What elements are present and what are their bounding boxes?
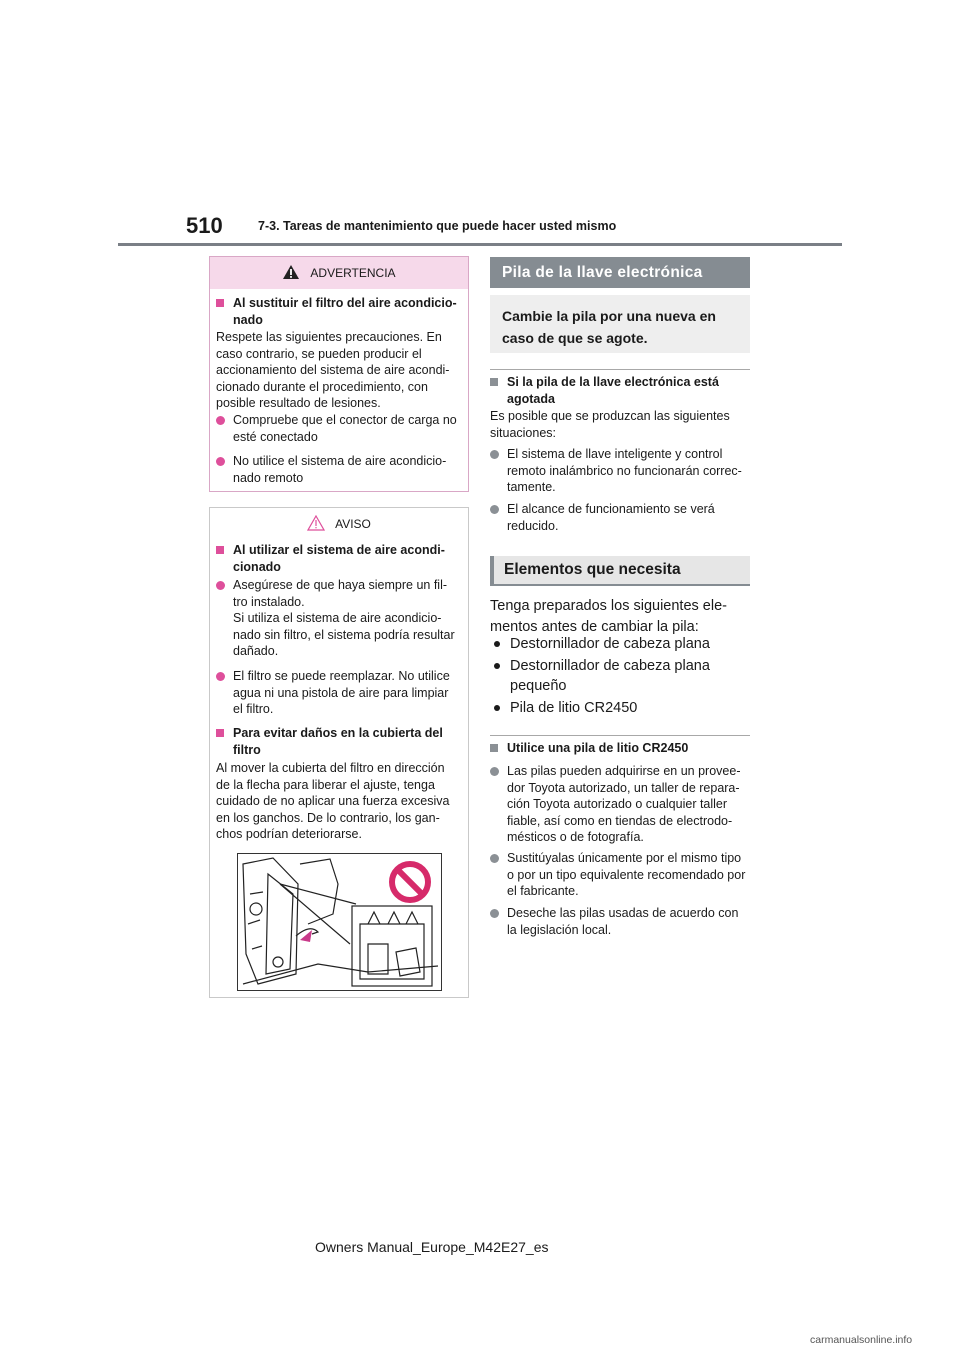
items-needed-header: Elementos que necesita xyxy=(490,556,750,586)
warning-box xyxy=(209,256,469,492)
divider xyxy=(490,369,750,370)
battery-type-item: Deseche las pilas usadas de acuerdo con la legislación local. xyxy=(490,905,752,938)
caution-triangle-icon xyxy=(307,515,325,534)
battery-type-heading: Utilice una pila de litio CR2450 xyxy=(490,740,752,757)
notice-body: Al mover la cubierta del filtro en dirección de la flecha para liberar el ajuste, tenga cuidado de no aplicar una fuerza excesiva en los ganchos. De lo contrario, los gan- chos podrían deteriorarse. xyxy=(216,761,450,841)
needed-item: Destornillador de cabeza plana pequeño xyxy=(493,656,765,696)
watermark: carmanualsonline.info xyxy=(810,1334,913,1346)
section-title: 7-3. Tareas de mantenimiento que puede hacer usted mismo xyxy=(258,219,617,233)
filter-cover-illustration xyxy=(237,853,442,991)
section-tab-battery: Pila de la llave electrónica xyxy=(490,257,750,288)
needed-item: Pila de litio CR2450 xyxy=(493,698,765,718)
divider xyxy=(490,735,750,736)
battery-low-intro: Es posible que se produzcan las siguientes situaciones: xyxy=(490,409,730,440)
warning-item: No utilice el sistema de aire acondicio- nado remoto xyxy=(216,453,466,486)
battery-low-item: El sistema de llave inteligente y control remoto inalámbrico no funcionarán correc- tamente. xyxy=(490,446,752,496)
notice-heading-1: Al utilizar el sistema de aire acondi- cionado xyxy=(216,542,466,575)
battery-low-heading: Si la pila de la llave electrónica está agotada xyxy=(490,374,752,407)
notice-item: El filtro se puede reemplazar. No utilice agua ni una pistola de aire para limpiar el filtro. xyxy=(216,668,466,718)
warning-title: ADVERTENCIA xyxy=(310,266,396,280)
header-rule xyxy=(118,243,842,246)
items-needed-intro: Tenga preparados los siguientes ele- mentos antes de cambiar la pila: xyxy=(490,598,727,635)
footer-manual-id: Owners Manual_Europe_M42E27_es xyxy=(315,1239,549,1255)
warning-intro: Respete las siguientes precauciones. En caso contrario, se pueden producir el accionamiento del sistema de aire acondi- cionado durante el procedimiento, con posible resultado de lesiones. xyxy=(216,330,450,410)
notice-header xyxy=(210,508,468,540)
battery-type-item: Sustitúyalas únicamente por el mismo tipo o por un tipo equivalente recomendado por el fabricante. xyxy=(490,850,752,900)
warning-header xyxy=(210,257,468,289)
notice-item: Asegúrese de que haya siempre un fil- tro instalado. Si utiliza el sistema de aire acondicio- nado sin filtro, el sistema podría resultar dañado. xyxy=(216,577,466,660)
page-number: 510 xyxy=(186,213,223,238)
needed-item: Destornillador de cabeza plana xyxy=(493,634,765,654)
notice-title: AVISO xyxy=(335,517,371,531)
warning-heading: Al sustituir el filtro del aire acondicio- nado xyxy=(216,295,466,328)
summary-box: Cambie la pila por una nueva en caso de que se agote. xyxy=(490,295,750,353)
warning-item: Compruebe que el conector de carga no esté conectado xyxy=(216,412,466,445)
notice-box xyxy=(209,507,469,998)
battery-type-item: Las pilas pueden adquirirse en un provee- dor Toyota autorizado, un taller de repara- ción Toyota autorizado o cualquier taller fiable, así como en tiendas de electrodo- mésticos o de fotografía. xyxy=(490,763,752,846)
battery-low-item: El alcance de funcionamiento se verá reducido. xyxy=(490,501,752,534)
notice-heading-2: Para evitar daños en la cubierta del filtro xyxy=(216,725,466,758)
warning-triangle-icon xyxy=(282,264,300,283)
